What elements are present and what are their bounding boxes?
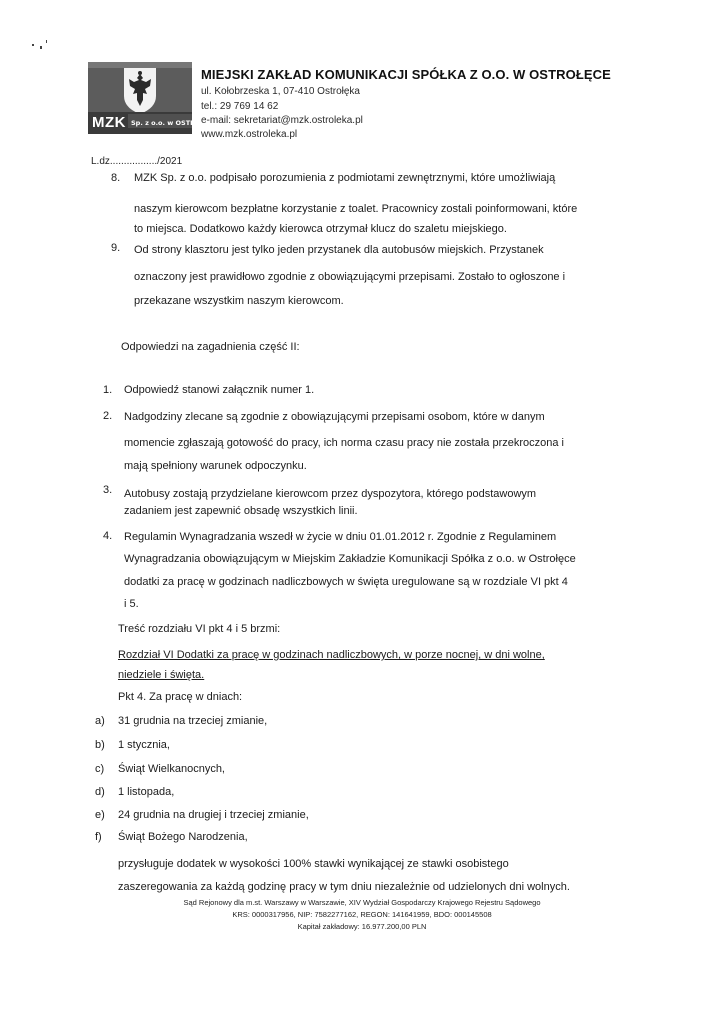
list-letter: c) [95,763,105,775]
item-text-line: momencie zgłaszają gotowość do pracy, ich norma czasu pracy nie została przekroczona i [124,437,564,449]
reference-number: L.dz................./2021 [91,156,183,167]
footer-court: Sąd Rejonowy dla m.st. Warszawy w Warszawie, XIV Wydział Gospodarczy Krajowego Rejestru Sądowego [183,898,541,907]
item-text-line: oznaczony jest prawidłowo zgodnie z obowiązującymi przepisami. Zostało to ogłoszone i [134,271,566,283]
list-letter: a) [95,715,105,727]
company-email: e-mail: sekretariat@mzk.ostroleka.pl [201,115,363,126]
item-text-line: przekazane wszystkim naszym kierowcom. [134,295,344,307]
chapter-title: niedziele i święta. [118,669,205,681]
item-text-line: Regulamin Wynagradzania wszedł w życie w dniu 01.01.2012 r. Zgodnie z Regulaminem [124,531,557,543]
item-number: 9. [111,242,121,254]
list-item: 1 listopada, [118,786,175,798]
scan-speck [46,40,47,43]
item-number: 3. [103,484,113,496]
scan-speck [32,44,34,46]
item-text-line: Odpowiedź stanowi załącznik numer 1. [124,384,315,396]
list-letter: e) [95,809,105,821]
footer-capital: Kapitał zakładowy: 16.977.200,00 PLN [297,922,427,931]
item-text-line: Od strony klasztoru jest tylko jeden przystanek dla autobusów miejskich. Przystanek [134,244,544,256]
pkt4-heading: Pkt 4. Za pracę w dniach: [118,691,243,703]
company-address: ul. Kołobrzeska 1, 07-410 Ostrołęka [201,86,360,97]
company-logo [88,62,219,134]
list-item: 31 grudnia na trzeciej zmianie, [118,715,268,727]
item-number: 1. [103,384,113,396]
item-text-line: Wynagradzania obowiązującym w Miejskim Zakładzie Komunikacji Spółka z o.o. w Ostrołęce [124,553,576,565]
item-number: 4. [103,530,113,542]
closing-text-line: zaszeregowania za każdą godzinę pracy w tym dniu niezależnie od udzielonych dni wolnych. [118,881,570,893]
footer-registry: KRS: 0000317956, NIP: 7582277162, REGON: 141641959, BDO: 000145508 [232,910,492,919]
list-letter: b) [95,739,105,751]
company-name: MIEJSKI ZAKŁAD KOMUNIKACJI SPÓŁKA Z O.O. W OSTROŁĘCE [201,67,611,82]
part2-heading: Odpowiedzi na zagadnienia część II: [121,341,300,353]
quote-intro: Treść rozdziału VI pkt 4 i 5 brzmi: [118,623,281,635]
list-item: Świąt Bożego Narodzenia, [118,831,248,843]
item-text-line: Nadgodziny zlecane są zgodnie z obowiązującymi przepisami osobom, które w danym [124,411,545,423]
logo-subtitle: Sp. z o.o. w OSTROŁĘCE [131,119,219,127]
item-number: 8. [111,172,121,184]
list-letter: d) [95,786,105,798]
item-text-line: dodatki za pracę w godzinach nadliczbowych w święta uregulowane są w rozdziale VI pkt 4 [124,576,568,588]
item-text-line: i 5. [124,598,139,610]
list-letter: f) [95,831,102,843]
item-text-line: naszym kierowcom bezpłatne korzystanie z toalet. Pracownicy zostali poinformowani, które [134,203,578,215]
logo-text: MZK [92,114,126,131]
list-item: 1 stycznia, [118,739,170,751]
company-phone: tel.: 29 769 14 62 [201,101,279,112]
item-text-line: zadaniem jest zapewnić obsadę wszystkich linii. [124,505,358,517]
item-text-line: Autobusy zostają przydzielane kierowcom przez dyspozytora, którego podstawowym [124,488,537,500]
item-text-line: mają spełniony warunek odpoczynku. [124,460,307,472]
item-text-line: MZK Sp. z o.o. podpisało porozumienia z podmiotami zewnętrznymi, które umożliwiają [134,172,556,184]
item-number: 2. [103,410,113,422]
closing-text-line: przysługuje dodatek w wysokości 100% stawki wynikającej ze stawki osobistego [118,858,509,870]
chapter-title: Rozdział VI Dodatki za pracę w godzinach nadliczbowych, w porze nocnej, w dni wolne, [118,649,545,661]
item-text-line: to miejsca. Dodatkowo każdy kierowca otrzymał klucz do szaletu miejskiego. [134,223,507,235]
list-item: Świąt Wielkanocnych, [118,763,225,775]
list-item: 24 grudnia na drugiej i trzeciej zmianie, [118,809,309,821]
scan-speck [40,46,42,49]
company-website: www.mzk.ostroleka.pl [201,129,298,140]
